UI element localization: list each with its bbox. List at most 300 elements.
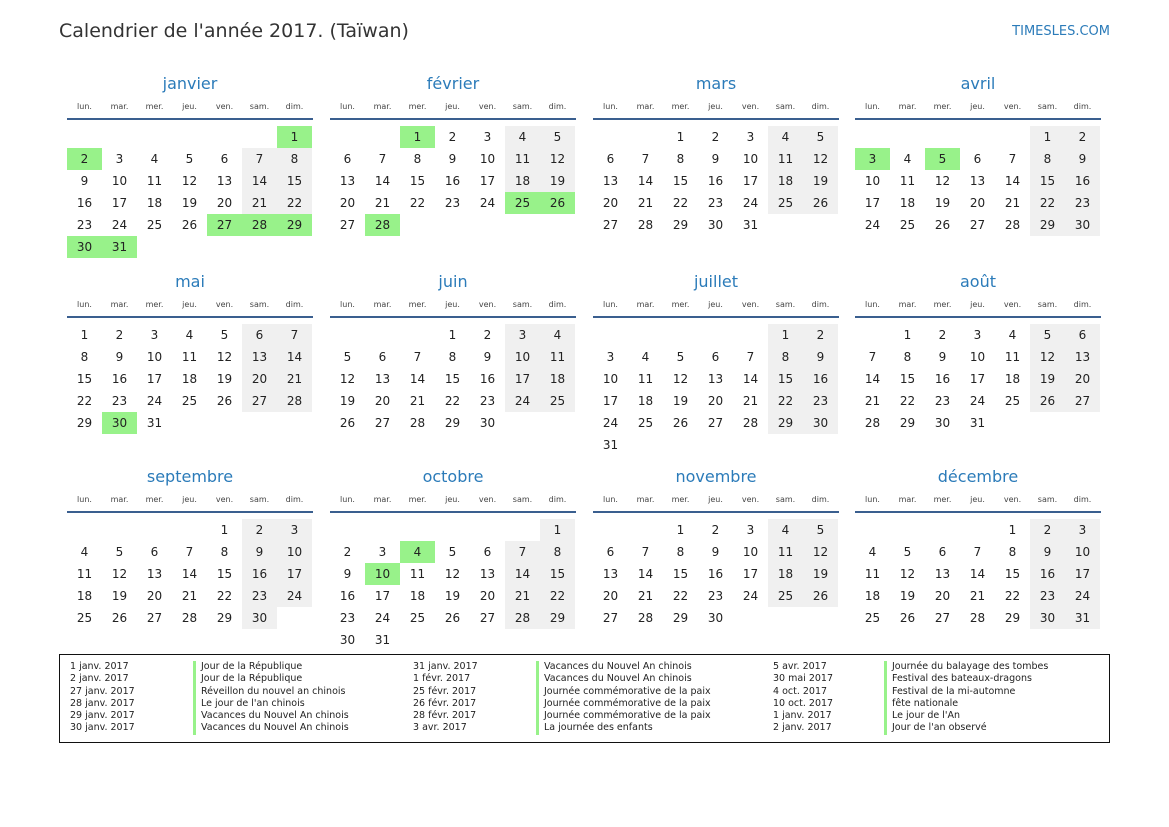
day-cell: 11 bbox=[146, 174, 163, 188]
legend-dates-1 bbox=[413, 661, 533, 735]
day-cell: 12 bbox=[803, 541, 838, 563]
day-cell: 7 bbox=[277, 324, 312, 346]
day-cell: 25 bbox=[181, 394, 198, 408]
month-10 bbox=[593, 467, 839, 657]
day-cell: 1 bbox=[448, 328, 457, 342]
day-cell: 8 bbox=[1008, 545, 1017, 559]
day-cell: 1 bbox=[676, 130, 685, 144]
day-cell: 10 bbox=[602, 372, 619, 386]
legend-date: 31 janv. 2017 bbox=[413, 661, 478, 672]
weekday-label: mer. bbox=[671, 300, 690, 309]
day-cell: 4 bbox=[641, 350, 650, 364]
day-cell: 4 bbox=[868, 545, 877, 559]
legend-holiday-name: Jour de la République bbox=[201, 673, 303, 685]
weekday-label: ven. bbox=[215, 300, 234, 309]
month-divider bbox=[67, 316, 313, 318]
day-cell: 22 bbox=[672, 196, 689, 210]
day-cell: 22 bbox=[1030, 192, 1065, 214]
day-cell: 29 bbox=[1030, 214, 1065, 236]
weekday-label: mar. bbox=[373, 300, 392, 309]
legend-names-2 bbox=[884, 661, 1102, 735]
page-title: Calendrier de l'année 2017. (Taïwan) bbox=[59, 20, 409, 42]
day-cell: 28 bbox=[864, 416, 881, 430]
weekday-label: sam. bbox=[512, 495, 533, 504]
weekday-label: sam. bbox=[249, 495, 270, 504]
day-cell: 4 bbox=[1008, 328, 1017, 342]
weekday-label: mer. bbox=[671, 102, 690, 111]
day-cell: 9 bbox=[483, 350, 492, 364]
weekday-label: lun. bbox=[865, 102, 880, 111]
day-cell: 15 bbox=[1004, 567, 1021, 581]
day-cell: 11 bbox=[899, 174, 916, 188]
day-cell: 5 bbox=[803, 126, 838, 148]
day-cell: 12 bbox=[181, 174, 198, 188]
month-name: juillet bbox=[693, 272, 739, 291]
holiday-day-cell: 1 bbox=[400, 126, 435, 148]
day-cell: 21 bbox=[864, 394, 881, 408]
day-cell: 21 bbox=[637, 589, 654, 603]
weekday-label: mer. bbox=[145, 495, 164, 504]
day-cell: 28 bbox=[742, 416, 759, 430]
weekday-label: jeu. bbox=[182, 495, 197, 504]
weekday-label: ven. bbox=[741, 495, 760, 504]
month-8 bbox=[67, 467, 313, 657]
day-cell: 15 bbox=[768, 368, 803, 390]
day-cell: 12 bbox=[934, 174, 951, 188]
weekday-label: ven. bbox=[1003, 300, 1022, 309]
day-cell: 14 bbox=[242, 170, 277, 192]
day-cell: 23 bbox=[76, 218, 93, 232]
month-name: décembre bbox=[937, 467, 1019, 486]
legend-date: 4 oct. 2017 bbox=[773, 685, 828, 697]
day-cell: 25 bbox=[146, 218, 163, 232]
day-cell: 19 bbox=[216, 372, 233, 386]
month-divider bbox=[67, 511, 313, 513]
holiday-day-cell: 2 bbox=[67, 148, 102, 170]
weekday-label: jeu. bbox=[970, 300, 985, 309]
day-cell: 24 bbox=[742, 589, 759, 603]
day-cell: 22 bbox=[1004, 589, 1021, 603]
day-cell: 2 bbox=[711, 130, 720, 144]
weekday-label: mar. bbox=[373, 102, 392, 111]
month-2 bbox=[593, 74, 839, 264]
legend-date: 1 janv. 2017 bbox=[773, 710, 832, 722]
weekday-label: jeu. bbox=[970, 495, 985, 504]
day-cell: 7 bbox=[378, 152, 387, 166]
day-cell: 5 bbox=[540, 126, 575, 148]
day-cell: 24 bbox=[374, 611, 391, 625]
day-cell: 2 bbox=[115, 328, 124, 342]
holiday-day-cell: 29 bbox=[277, 214, 312, 236]
holiday-day-cell: 31 bbox=[102, 236, 137, 258]
day-cell: 2 bbox=[242, 519, 277, 541]
day-cell: 29 bbox=[76, 416, 93, 430]
day-cell: 3 bbox=[505, 324, 540, 346]
legend-date: 1 févr. 2017 bbox=[413, 673, 471, 685]
day-cell: 6 bbox=[1065, 324, 1100, 346]
holiday-day-cell: 1 bbox=[277, 126, 312, 148]
day-cell: 16 bbox=[1030, 563, 1065, 585]
day-cell: 31 bbox=[1065, 607, 1100, 629]
weekday-label: mar. bbox=[636, 102, 655, 111]
month-6 bbox=[593, 272, 839, 462]
day-cell: 10 bbox=[479, 152, 496, 166]
legend-holiday-name: Jour de l'an observé bbox=[892, 722, 987, 734]
day-cell: 6 bbox=[242, 324, 277, 346]
day-cell: 5 bbox=[185, 152, 194, 166]
day-cell: 15 bbox=[76, 372, 93, 386]
day-cell: 30 bbox=[803, 412, 838, 434]
day-cell: 8 bbox=[277, 148, 312, 170]
day-cell: 17 bbox=[864, 196, 881, 210]
day-cell: 6 bbox=[938, 545, 947, 559]
day-cell: 13 bbox=[146, 567, 163, 581]
day-cell: 3 bbox=[115, 152, 124, 166]
holiday-day-cell: 25 bbox=[505, 192, 540, 214]
day-cell: 4 bbox=[768, 519, 803, 541]
weekday-label: lun. bbox=[865, 300, 880, 309]
legend-date: 30 mai 2017 bbox=[773, 673, 834, 685]
day-cell: 26 bbox=[339, 416, 356, 430]
weekday-label: lun. bbox=[77, 300, 92, 309]
weekday-label: lun. bbox=[603, 495, 618, 504]
weekday-label: mar. bbox=[110, 102, 129, 111]
day-cell: 7 bbox=[973, 545, 982, 559]
legend-names-1 bbox=[536, 661, 754, 735]
weekday-label: mer. bbox=[671, 495, 690, 504]
day-cell: 1 bbox=[540, 519, 575, 541]
weekday-label: jeu. bbox=[182, 102, 197, 111]
weekday-label: jeu. bbox=[445, 300, 460, 309]
day-cell: 31 bbox=[374, 633, 391, 647]
day-cell: 31 bbox=[742, 218, 759, 232]
weekday-label: ven. bbox=[1003, 495, 1022, 504]
day-cell: 23 bbox=[707, 196, 724, 210]
day-cell: 6 bbox=[378, 350, 387, 364]
weekday-label: dim. bbox=[548, 495, 567, 504]
day-cell: 14 bbox=[864, 372, 881, 386]
day-cell: 11 bbox=[768, 541, 803, 563]
day-cell: 5 bbox=[903, 545, 912, 559]
weekday-label: mar. bbox=[110, 495, 129, 504]
holiday-day-cell: 30 bbox=[67, 236, 102, 258]
weekday-label: sam. bbox=[1037, 495, 1058, 504]
weekday-label: jeu. bbox=[708, 102, 723, 111]
day-cell: 11 bbox=[409, 567, 426, 581]
day-cell: 7 bbox=[505, 541, 540, 563]
month-name: septembre bbox=[146, 467, 234, 486]
month-divider bbox=[330, 118, 576, 120]
legend-holiday-name: Festival de la mi-automne bbox=[892, 685, 1016, 697]
day-cell: 4 bbox=[540, 324, 575, 346]
weekday-label: ven. bbox=[215, 102, 234, 111]
day-cell: 1 bbox=[80, 328, 89, 342]
day-cell: 24 bbox=[1065, 585, 1100, 607]
weekday-label: mar. bbox=[898, 102, 917, 111]
day-cell: 9 bbox=[242, 541, 277, 563]
weekday-label: lun. bbox=[77, 495, 92, 504]
day-cell: 22 bbox=[216, 589, 233, 603]
legend-date: 1 janv. 2017 bbox=[70, 661, 129, 672]
day-cell: 26 bbox=[899, 611, 916, 625]
day-cell: 10 bbox=[742, 152, 759, 166]
day-cell: 3 bbox=[746, 130, 755, 144]
day-cell: 27 bbox=[1065, 390, 1100, 412]
day-cell: 21 bbox=[409, 394, 426, 408]
day-cell: 9 bbox=[448, 152, 457, 166]
day-cell: 18 bbox=[1004, 372, 1021, 386]
day-cell: 22 bbox=[409, 196, 426, 210]
weekday-label: lun. bbox=[603, 300, 618, 309]
day-cell: 9 bbox=[711, 152, 720, 166]
day-cell: 13 bbox=[969, 174, 986, 188]
day-cell: 3 bbox=[1065, 519, 1100, 541]
day-cell: 6 bbox=[973, 152, 982, 166]
day-cell: 31 bbox=[969, 416, 986, 430]
day-cell: 17 bbox=[505, 368, 540, 390]
day-cell: 9 bbox=[80, 174, 89, 188]
day-cell: 19 bbox=[672, 394, 689, 408]
day-cell: 2 bbox=[1030, 519, 1065, 541]
day-cell: 7 bbox=[641, 545, 650, 559]
day-cell: 20 bbox=[934, 589, 951, 603]
day-cell: 15 bbox=[899, 372, 916, 386]
day-cell: 20 bbox=[146, 589, 163, 603]
day-cell: 25 bbox=[637, 416, 654, 430]
legend-dates-2 bbox=[773, 661, 893, 735]
day-cell: 20 bbox=[1065, 368, 1100, 390]
day-cell: 21 bbox=[505, 585, 540, 607]
month-divider bbox=[330, 511, 576, 513]
day-cell: 17 bbox=[742, 174, 759, 188]
weekday-label: jeu. bbox=[708, 495, 723, 504]
day-cell: 26 bbox=[672, 416, 689, 430]
day-cell: 7 bbox=[185, 545, 194, 559]
day-cell: 30 bbox=[707, 218, 724, 232]
day-cell: 27 bbox=[707, 416, 724, 430]
day-cell: 17 bbox=[146, 372, 163, 386]
day-cell: 26 bbox=[803, 585, 838, 607]
day-cell: 6 bbox=[220, 152, 229, 166]
day-cell: 17 bbox=[602, 394, 619, 408]
weekday-label: sam. bbox=[775, 300, 796, 309]
day-cell: 30 bbox=[1065, 214, 1100, 236]
legend-holiday-name: Journée commémorative de la paix bbox=[544, 710, 711, 722]
day-cell: 11 bbox=[181, 350, 198, 364]
month-name: août bbox=[959, 272, 996, 291]
day-cell: 24 bbox=[864, 218, 881, 232]
day-cell: 17 bbox=[479, 174, 496, 188]
day-cell: 22 bbox=[899, 394, 916, 408]
day-cell: 16 bbox=[1065, 170, 1100, 192]
day-cell: 18 bbox=[864, 589, 881, 603]
holiday-day-cell: 5 bbox=[925, 148, 960, 170]
day-cell: 23 bbox=[111, 394, 128, 408]
day-cell: 16 bbox=[444, 174, 461, 188]
day-cell: 21 bbox=[1004, 196, 1021, 210]
day-cell: 25 bbox=[1004, 394, 1021, 408]
holiday-day-cell: 4 bbox=[400, 541, 435, 563]
legend-date: 5 avr. 2017 bbox=[773, 661, 827, 672]
day-cell: 10 bbox=[146, 350, 163, 364]
month-name: mai bbox=[175, 272, 205, 291]
holiday-legend bbox=[59, 654, 1110, 743]
day-cell: 24 bbox=[479, 196, 496, 210]
day-cell: 7 bbox=[641, 152, 650, 166]
day-cell: 4 bbox=[903, 152, 912, 166]
day-cell: 23 bbox=[803, 390, 838, 412]
day-cell: 8 bbox=[80, 350, 89, 364]
legend-holiday-name: Jour de la République bbox=[201, 661, 303, 672]
day-cell: 24 bbox=[969, 394, 986, 408]
day-cell: 26 bbox=[1030, 390, 1065, 412]
day-cell: 2 bbox=[803, 324, 838, 346]
legend-holiday-name: Vacances du Nouvel An chinois bbox=[201, 722, 349, 734]
day-cell: 26 bbox=[111, 611, 128, 625]
day-cell: 12 bbox=[216, 350, 233, 364]
month-divider bbox=[330, 316, 576, 318]
weekday-label: sam. bbox=[512, 300, 533, 309]
holiday-day-cell: 26 bbox=[540, 192, 575, 214]
day-cell: 14 bbox=[505, 563, 540, 585]
day-cell: 10 bbox=[864, 174, 881, 188]
day-cell: 11 bbox=[540, 346, 575, 368]
day-cell: 14 bbox=[409, 372, 426, 386]
day-cell: 2 bbox=[711, 523, 720, 537]
day-cell: 29 bbox=[899, 416, 916, 430]
day-cell: 19 bbox=[181, 196, 198, 210]
site-link[interactable]: TIMESLES.COM bbox=[1012, 24, 1110, 39]
legend-date: 27 janv. 2017 bbox=[70, 685, 135, 697]
day-cell: 20 bbox=[216, 196, 233, 210]
weekday-label: dim. bbox=[811, 495, 830, 504]
weekday-label: sam. bbox=[1037, 300, 1058, 309]
holiday-day-cell: 30 bbox=[102, 412, 137, 434]
legend-date: 2 janv. 2017 bbox=[70, 673, 129, 685]
legend-holiday-name: Vacances du Nouvel An chinois bbox=[201, 710, 349, 722]
day-cell: 6 bbox=[606, 545, 615, 559]
day-cell: 21 bbox=[637, 196, 654, 210]
legend-holiday-name: fête nationale bbox=[892, 697, 959, 709]
weekday-label: mar. bbox=[898, 495, 917, 504]
legend-holiday-name: Le jour de l'an chinois bbox=[201, 697, 305, 709]
day-cell: 30 bbox=[339, 633, 356, 647]
legend-holiday-name: Vacances du Nouvel An chinois bbox=[544, 661, 692, 672]
day-cell: 17 bbox=[374, 589, 391, 603]
day-cell: 19 bbox=[934, 196, 951, 210]
month-name: octobre bbox=[422, 467, 484, 486]
day-cell: 1 bbox=[1030, 126, 1065, 148]
day-cell: 5 bbox=[803, 519, 838, 541]
month-9 bbox=[330, 467, 576, 657]
day-cell: 21 bbox=[242, 192, 277, 214]
day-cell: 2 bbox=[448, 130, 457, 144]
day-cell: 8 bbox=[413, 152, 422, 166]
day-cell: 16 bbox=[479, 372, 496, 386]
month-0 bbox=[67, 74, 313, 264]
day-cell: 15 bbox=[444, 372, 461, 386]
day-cell: 6 bbox=[150, 545, 159, 559]
day-cell: 30 bbox=[934, 416, 951, 430]
day-cell: 18 bbox=[409, 589, 426, 603]
weekday-label: jeu. bbox=[445, 102, 460, 111]
month-name: mars bbox=[695, 74, 737, 93]
day-cell: 3 bbox=[606, 350, 615, 364]
day-cell: 22 bbox=[277, 192, 312, 214]
weekday-label: jeu. bbox=[445, 495, 460, 504]
weekday-label: ven. bbox=[1003, 102, 1022, 111]
day-cell: 13 bbox=[339, 174, 356, 188]
day-cell: 23 bbox=[479, 394, 496, 408]
day-cell: 2 bbox=[343, 545, 352, 559]
legend-holiday-name: La journée des enfants bbox=[544, 722, 653, 734]
day-cell: 27 bbox=[479, 611, 496, 625]
day-cell: 23 bbox=[242, 585, 277, 607]
day-cell: 14 bbox=[637, 174, 654, 188]
weekday-label: mer. bbox=[408, 495, 427, 504]
day-cell: 16 bbox=[111, 372, 128, 386]
day-cell: 8 bbox=[903, 350, 912, 364]
day-cell: 17 bbox=[111, 196, 128, 210]
day-cell: 14 bbox=[181, 567, 198, 581]
day-cell: 12 bbox=[899, 567, 916, 581]
weekday-label: mar. bbox=[110, 300, 129, 309]
day-cell: 24 bbox=[277, 585, 312, 607]
day-cell: 18 bbox=[637, 394, 654, 408]
weekday-label: lun. bbox=[340, 495, 355, 504]
day-cell: 8 bbox=[540, 541, 575, 563]
day-cell: 19 bbox=[540, 170, 575, 192]
day-cell: 4 bbox=[768, 126, 803, 148]
day-cell: 11 bbox=[768, 148, 803, 170]
day-cell: 19 bbox=[111, 589, 128, 603]
legend-holiday-name: Journée commémorative de la paix bbox=[544, 685, 711, 697]
day-cell: 18 bbox=[181, 372, 198, 386]
weekday-label: sam. bbox=[249, 300, 270, 309]
day-cell: 8 bbox=[220, 545, 229, 559]
weekday-label: sam. bbox=[512, 102, 533, 111]
day-cell: 2 bbox=[1065, 126, 1100, 148]
day-cell: 23 bbox=[339, 611, 356, 625]
month-name: novembre bbox=[675, 467, 757, 486]
day-cell: 1 bbox=[1008, 523, 1017, 537]
day-cell: 9 bbox=[803, 346, 838, 368]
day-cell: 19 bbox=[339, 394, 356, 408]
day-cell: 1 bbox=[220, 523, 229, 537]
day-cell: 25 bbox=[76, 611, 93, 625]
day-cell: 9 bbox=[115, 350, 124, 364]
day-cell: 17 bbox=[742, 567, 759, 581]
day-cell: 9 bbox=[938, 350, 947, 364]
legend-holiday-name: Festival des bateaux-dragons bbox=[892, 673, 1032, 685]
day-cell: 18 bbox=[899, 196, 916, 210]
day-cell: 11 bbox=[505, 148, 540, 170]
day-cell: 10 bbox=[742, 545, 759, 559]
weekday-label: lun. bbox=[603, 102, 618, 111]
day-cell: 27 bbox=[969, 218, 986, 232]
month-4 bbox=[67, 272, 313, 462]
day-cell: 14 bbox=[969, 567, 986, 581]
day-cell: 28 bbox=[1004, 218, 1021, 232]
day-cell: 26 bbox=[934, 218, 951, 232]
day-cell: 2 bbox=[938, 328, 947, 342]
day-cell: 16 bbox=[707, 174, 724, 188]
day-cell: 15 bbox=[540, 563, 575, 585]
day-cell: 6 bbox=[711, 350, 720, 364]
legend-date: 3 avr. 2017 bbox=[413, 722, 467, 734]
month-5 bbox=[330, 272, 576, 462]
weekday-label: mar. bbox=[636, 495, 655, 504]
